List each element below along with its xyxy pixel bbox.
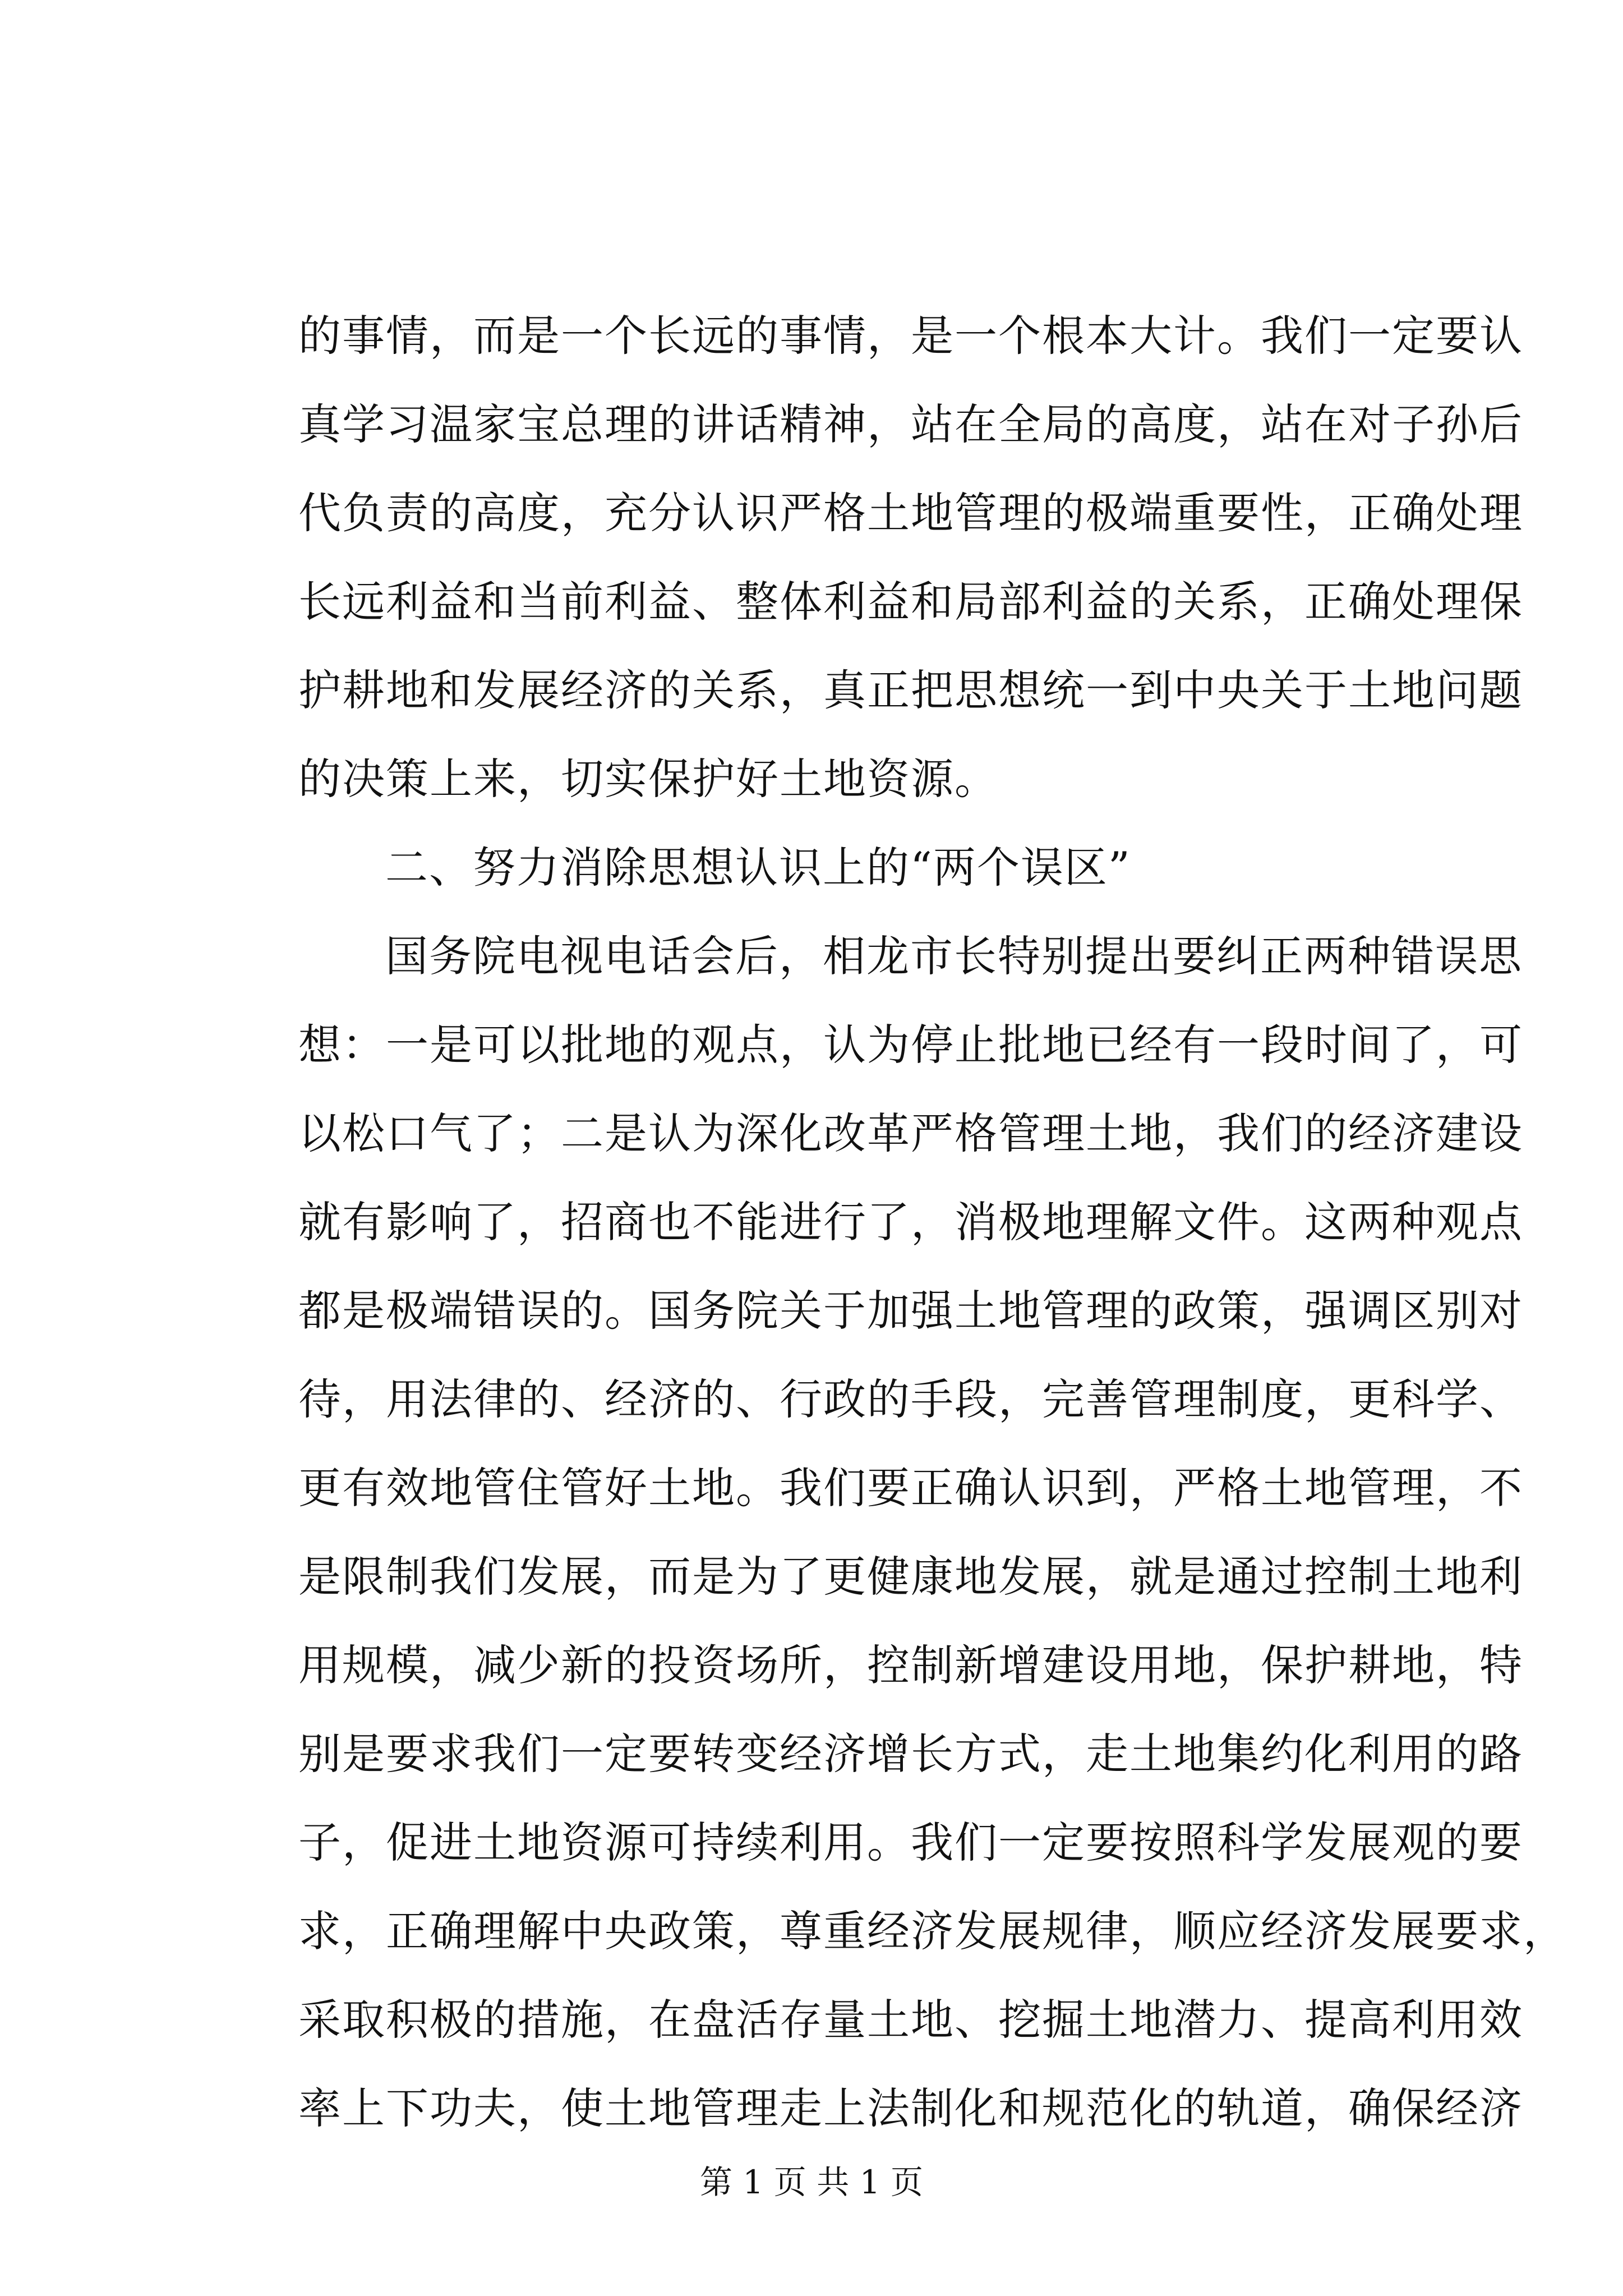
text-line: 的事情，而是一个长远的事情，是一个根本大计。我们一定要认 bbox=[298, 311, 1523, 361]
text-line: 子，促进土地资源可持续利用。我们一定要按照科学发展观的要 bbox=[298, 1818, 1523, 1867]
text-line: 率上下功夫，使土地管理走上法制化和规范化的轨道，确保经济 bbox=[298, 2083, 1523, 2133]
text-line: 护耕地和发展经济的关系，真正把思想统一到中央关于土地问题 bbox=[298, 665, 1523, 715]
page-footer bbox=[0, 2162, 1623, 2202]
text-line: 更有效地管住管好土地。我们要正确认识到，严格土地管理，不 bbox=[298, 1463, 1523, 1513]
body-text bbox=[298, 292, 1567, 2153]
text-line: 真学习温家宝总理的讲话精神，站在全局的高度，站在对子孙后 bbox=[298, 399, 1523, 449]
text-line: 待，用法律的、经济的、行政的手段，完善管理制度，更科学、 bbox=[298, 1374, 1523, 1424]
text-line: 是限制我们发展，而是为了更健康地发展，就是通过控制土地利 bbox=[298, 1552, 1523, 1602]
text-line: 就有影响了，招商也不能进行了，消极地理解文件。这两种观点 bbox=[298, 1197, 1523, 1247]
text-line: 用规模，减少新的投资场所，控制新增建设用地，保护耕地，特 bbox=[298, 1640, 1523, 1690]
text-line: 代负责的高度，充分认识严格土地管理的极端重要性，正确处理 bbox=[298, 488, 1523, 538]
page-number-label: 第 1 页 共 1 页 bbox=[700, 2163, 923, 2201]
text-line: 想：一是可以批地的观点，认为停止批地已经有一段时间了，可 bbox=[298, 1020, 1523, 1070]
text-line: 都是极端错误的。国务院关于加强土地管理的政策，强调区别对 bbox=[298, 1286, 1523, 1336]
text-line: 采取积极的措施，在盘活存量土地、挖掘土地潜力、提高利用效 bbox=[298, 1995, 1523, 2045]
section-heading: 二、努力消除思想认识上的“两个误区” bbox=[385, 843, 1131, 892]
text-line: 别是要求我们一定要转变经济增长方式，走土地集约化利用的路 bbox=[298, 1729, 1523, 1779]
text-line: 以松口气了；二是认为深化改革严格管理土地，我们的经济建设 bbox=[298, 1108, 1523, 1158]
text-line: 长远利益和当前利益、整体利益和局部利益的关系，正确处理保 bbox=[298, 577, 1523, 627]
text-line: 国务院电视电话会后，相龙市长特别提出要纠正两种错误思 bbox=[385, 931, 1523, 981]
text-line: 求，正确理解中央政策，尊重经济发展规律，顺应经济发展要求， bbox=[298, 1906, 1567, 1956]
text-line: 的决策上来，切实保护好土地资源。 bbox=[298, 754, 998, 804]
